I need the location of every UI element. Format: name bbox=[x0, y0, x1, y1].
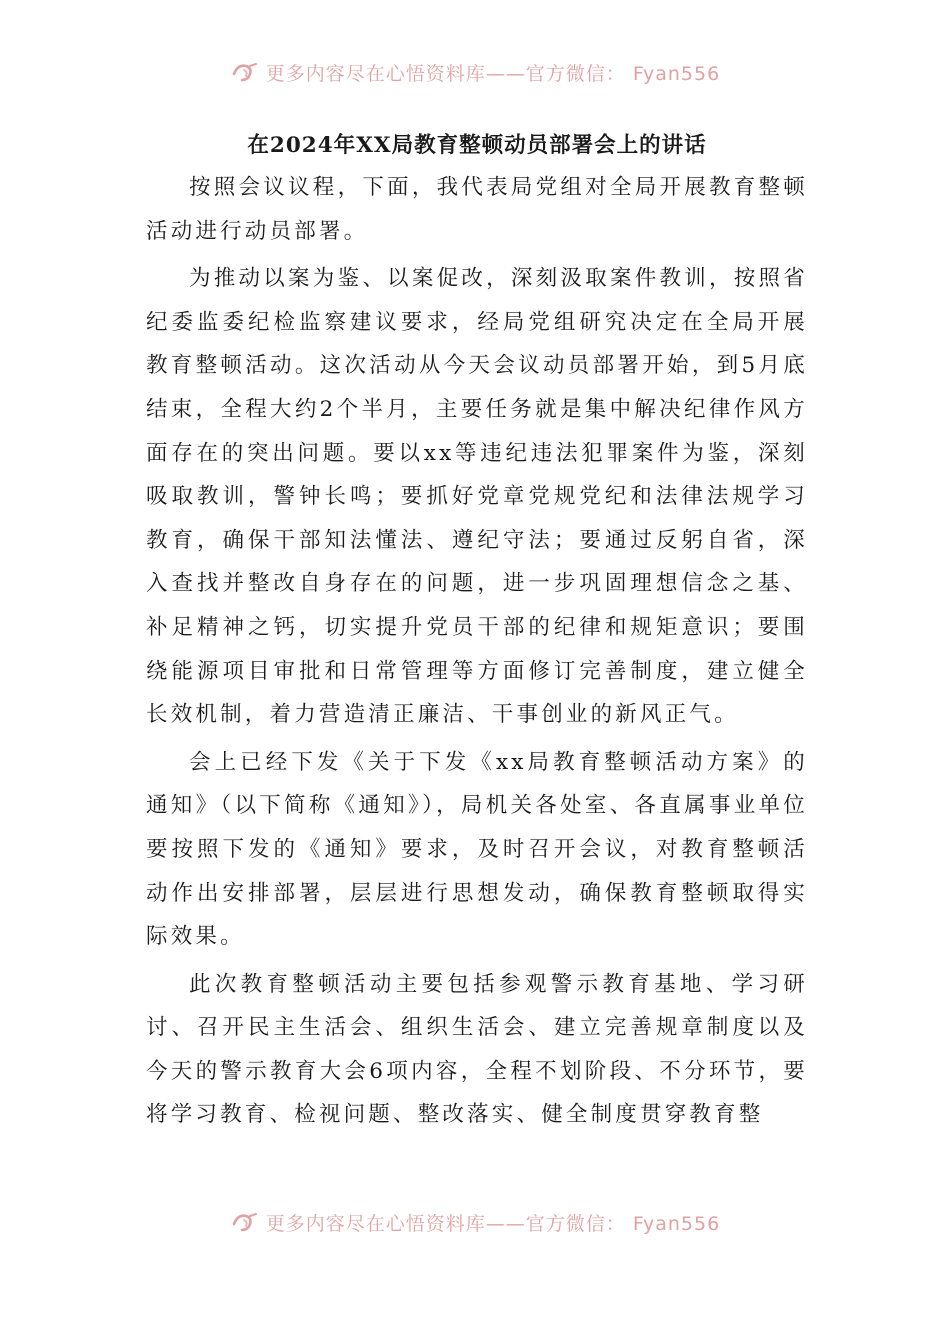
document-body bbox=[146, 126, 808, 1137]
brand-logo-icon bbox=[230, 1210, 260, 1234]
watermark-header bbox=[0, 52, 950, 92]
paragraph-3: 会上已经下发《关于下发《xx局教育整顿活动方案》的通知》（以下简称《通知》），局机关各处室、各直属事业单位要按照下发的《通知》要求，及时召开会议，对教育整顿活动作出安排部署，层层进行思想发动，确保教育整顿取得实际效果。 bbox=[146, 749, 808, 950]
paragraph-2: 为推动以案为鉴、以案促改，深刻汲取案件教训，按照省纪委监委纪检监察建议要求，经局党组研究决定在全局开展教育整顿活动。这次活动从今天会议动员部署开始，到5月底结束，全程大约2个半月，主要任务就是集中解决纪律作风方面存在的突出问题。要以xx等违纪违法犯罪案件为鉴，深刻吸取教训，警钟长鸣；要抓好党章党规党纪和法律法规学习教育，确保干部知法懂法、遵纪守法；要通过反躬自省，深入查找并整改自身存在的问题，进一步巩固理想信念之基、补足精神之钙，切实提升党员干部的纪律和规矩意识；要围绕能源项目审批和日常管理等方面修订完善制度，建立健全长效机制，着力营造清正廉洁、干事创业的新风正气。 bbox=[146, 266, 808, 728]
paragraph-4: 此次教育整顿活动主要包括参观警示教育基地、学习研讨、召开民主生活会、组织生活会、建立完善规章制度以及今天的警示教育大会6项内容，全程不划阶段、不分环节，要将学习教育、检视问题、整改落实、健全制度贯穿教育整 bbox=[146, 971, 808, 1128]
document-title: 在2024年XX局教育整顿动员部署会上的讲话 bbox=[247, 133, 707, 158]
brand-logo-icon bbox=[230, 60, 260, 84]
paragraph-1: 按照会议议程，下面，我代表局党组对全局开展教育整顿活动进行动员部署。 bbox=[146, 175, 808, 244]
watermark-text: 更多内容尽在心悟资料库——官方微信： Fyan556 bbox=[265, 1212, 721, 1235]
watermark-text: 更多内容尽在心悟资料库——官方微信： Fyan556 bbox=[265, 62, 721, 85]
watermark-footer bbox=[0, 1202, 950, 1242]
